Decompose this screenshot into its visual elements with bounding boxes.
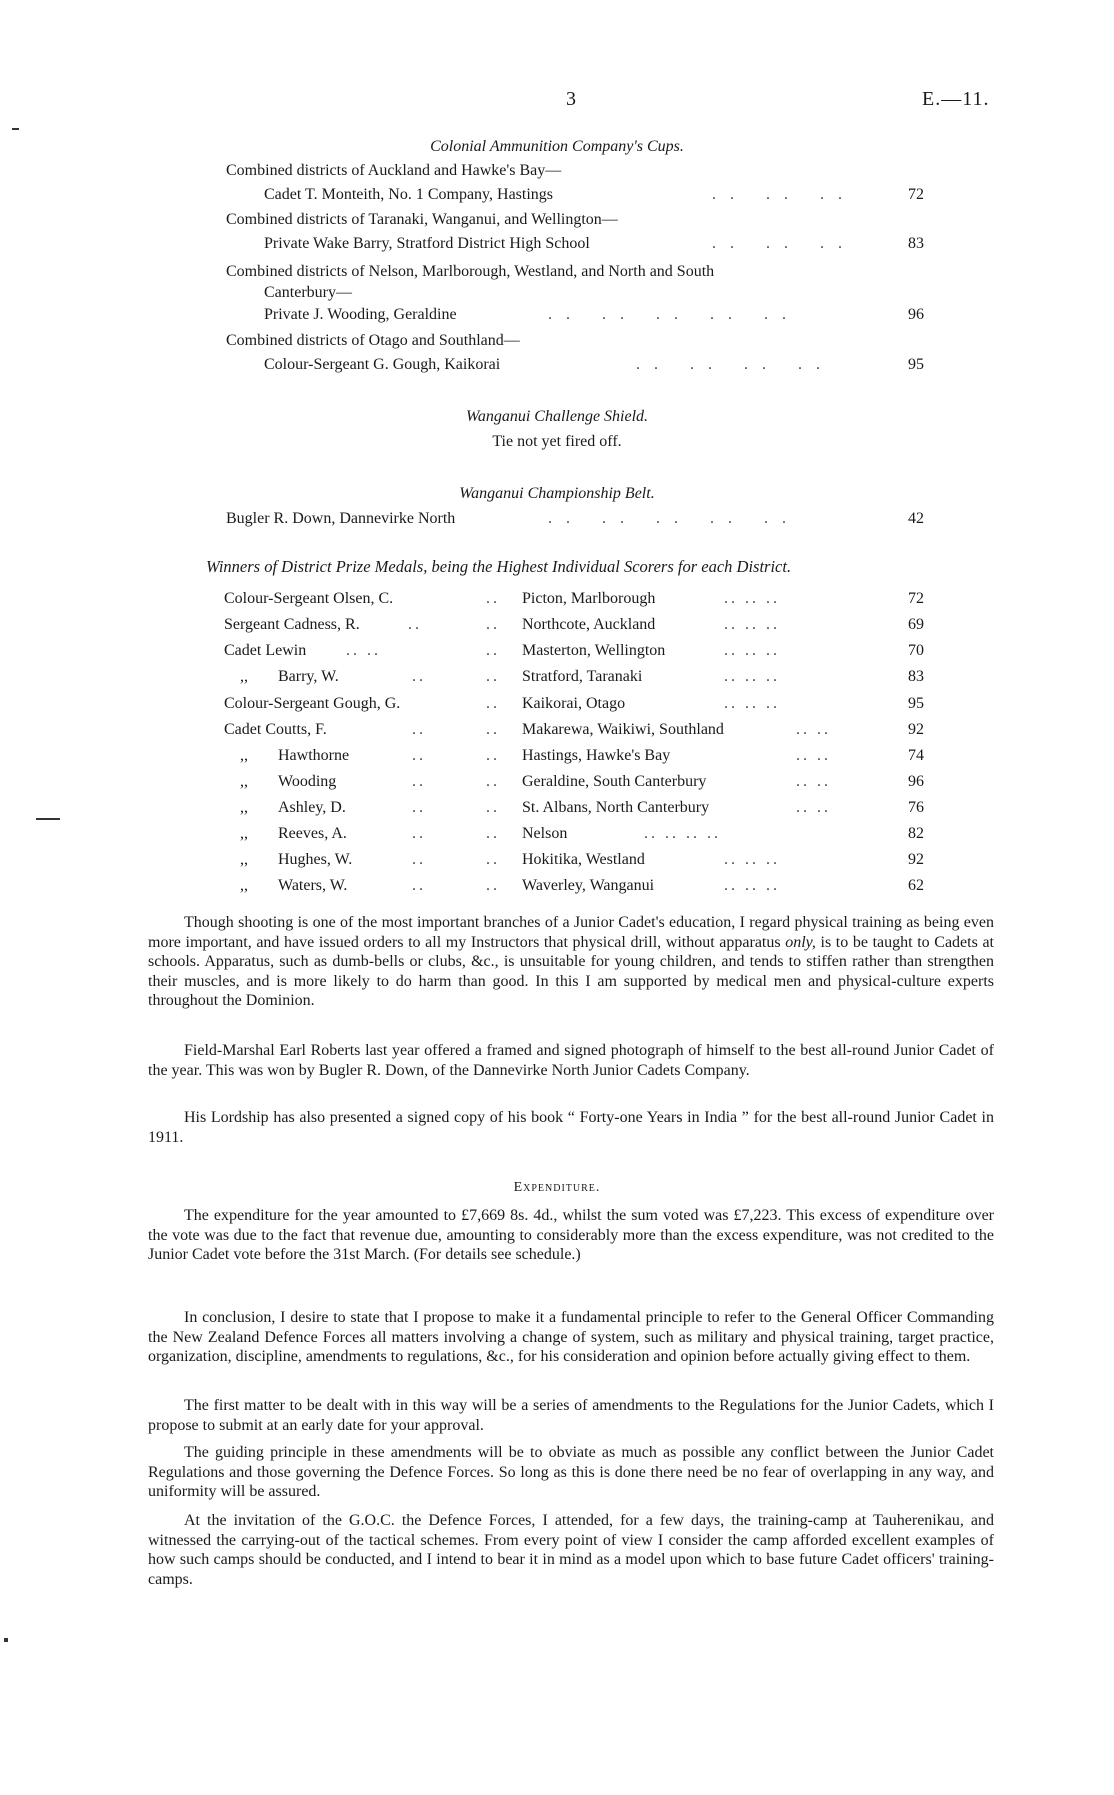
cups-score-1: 72 xyxy=(908,186,924,203)
dot-leader: .. xyxy=(486,747,500,764)
cups-winner-1: Cadet T. Monteith, No. 1 Company, Hastings xyxy=(264,186,554,203)
winner-name: Hawthorne xyxy=(278,747,350,764)
winner-name: Barry, W. xyxy=(278,668,339,685)
cups-district-1: Combined districts of Auckland and Hawke's Bay— xyxy=(226,162,562,179)
winner-score: 69 xyxy=(908,616,924,633)
winner-place: Northcote, Auckland xyxy=(522,616,656,633)
paragraph-text: Though shooting is one of the most important branches of a Junior Cadet's education, I regard physical training as being even more important, and have issued orders to all my Instructors that physical drill, without apparatus xyxy=(148,914,994,951)
dot-leader: .. xyxy=(486,590,500,607)
dot-leader: .. .. .. .. .. xyxy=(548,306,800,323)
dot-leader: .. .. .. xyxy=(724,642,780,659)
ditto-mark: ,, xyxy=(240,799,248,816)
cups-district-3: Combined districts of Nelson, Marlborough, Westland, and North and South xyxy=(226,263,715,280)
winner-place: Masterton, Wellington xyxy=(522,642,666,659)
cups-score-4: 95 xyxy=(908,356,924,373)
dot-leader: .. .. .. xyxy=(712,186,856,203)
dot-leader: .. .. .. .. xyxy=(644,825,721,842)
dot-leader: .. .. .. xyxy=(712,235,856,252)
dot-leader: .. xyxy=(412,851,426,868)
dot-leader: .. xyxy=(412,825,426,842)
dot-leader: .. .. xyxy=(796,799,831,816)
winner-place: Hastings, Hawke's Bay xyxy=(522,747,671,764)
dot-leader: .. xyxy=(486,825,500,842)
winner-place: Nelson xyxy=(522,825,568,842)
paragraph-amendments: The first matter to be dealt with in this way will be a series of amendments to the Regulations for the Junior Cadets, which I propose to submit at an early date for your approval. xyxy=(148,1397,994,1434)
winner-score: 74 xyxy=(908,747,924,764)
cups-winner-4: Colour-Sergeant G. Gough, Kaikorai xyxy=(264,356,501,373)
winner-place: Stratford, Taranaki xyxy=(522,668,643,685)
winner-name: Waters, W. xyxy=(278,877,348,894)
dot-leader: .. .. .. xyxy=(724,590,780,607)
winner-name: Wooding xyxy=(278,773,337,790)
winner-score: 76 xyxy=(908,799,924,816)
paragraph-physical-training xyxy=(148,913,994,1011)
winner-place: Kaikorai, Otago xyxy=(522,695,626,712)
expenditure-title: Expenditure. xyxy=(513,1180,601,1195)
dot-leader: .. .. .. xyxy=(724,877,780,894)
winner-place: Waverley, Wanganui xyxy=(522,877,655,894)
ditto-mark: ,, xyxy=(240,877,248,894)
cups-winner-2: Private Wake Barry, Stratford District High School xyxy=(264,235,590,252)
cups-title: Colonial Ammunition Company's Cups. xyxy=(430,138,684,155)
dot-leader: .. xyxy=(486,668,500,685)
paragraph-training-camp: At the invitation of the G.O.C. the Defence Forces, I attended, for a few days, the training-camp at Tauherenikau, and witnessed the carrying-out of the tactical schemes. From every point of view I consider the camp afforded excellent examples of how such camps should be conducted, and I intend to bear it in mind as a model upon which to base future Cadet officers' training-camps. xyxy=(148,1512,994,1588)
winner-score: 95 xyxy=(908,695,924,712)
winner-score: 70 xyxy=(908,642,924,659)
dot-leader: .. xyxy=(412,721,426,738)
winner-place: Makarewa, Waikiwi, Southland xyxy=(522,721,724,738)
dot-leader: .. .. xyxy=(796,747,831,764)
winner-place: Geraldine, South Canterbury xyxy=(522,773,707,790)
winner-score: 83 xyxy=(908,668,924,685)
dot-leader: .. .. .. xyxy=(724,668,780,685)
winner-name: Reeves, A. xyxy=(278,825,347,842)
dot-leader: .. xyxy=(408,616,422,633)
belt-title: Wanganui Championship Belt. xyxy=(459,485,655,502)
winner-name: Cadet Coutts, F. xyxy=(224,721,327,738)
dot-leader: .. xyxy=(412,668,426,685)
cups-district-2: Combined districts of Taranaki, Wanganui, and Wellington— xyxy=(226,211,618,228)
paragraph-guiding-principle: The guiding principle in these amendments will be to obviate as much as possible any conflict between the Junior Cadet Regulations and those governing the Defence Forces. So long as this is done there need be no fear of overlapping in any way, and uniformity will be assured. xyxy=(148,1444,994,1501)
dot-leader: .. .. .. .. .. xyxy=(548,510,800,527)
cups-score-2: 83 xyxy=(908,235,924,252)
emphasis-text: only, xyxy=(785,933,816,951)
dot-leader: .. xyxy=(412,877,426,894)
dot-leader: .. .. xyxy=(796,721,831,738)
paragraph-book: His Lordship has also presented a signed copy of his book “ Forty-one Years in India ” for the best all-round Junior Cadet in 1911. xyxy=(148,1109,994,1146)
dot-leader: .. xyxy=(486,773,500,790)
winner-score: 92 xyxy=(908,721,924,738)
ditto-mark: ,, xyxy=(240,747,248,764)
winner-place: Hokitika, Westland xyxy=(522,851,645,868)
winner-name: Ashley, D. xyxy=(278,799,346,816)
margin-mark xyxy=(12,128,19,130)
winner-score: 96 xyxy=(908,773,924,790)
winner-score: 72 xyxy=(908,590,924,607)
dot-leader: .. .. .. .. xyxy=(636,356,834,373)
belt-score: 42 xyxy=(908,510,924,527)
dot-leader: .. .. xyxy=(346,642,381,659)
margin-mark xyxy=(36,818,60,820)
dot-leader: .. xyxy=(412,799,426,816)
cups-winner-3: Private J. Wooding, Geraldine xyxy=(264,306,457,323)
paragraph-conclusion: In conclusion, I desire to state that I propose to make it a fundamental principle to refer to the General Officer Commanding the New Zealand Defence Forces all matters involving a change of system, such as military and physical training, target practice, organization, discipline, amendments to regulations, &c., for his consideration and opinion before actually giving effect to them. xyxy=(148,1309,994,1366)
ditto-mark: ,, xyxy=(240,668,248,685)
ditto-mark: ,, xyxy=(240,825,248,842)
cups-score-3: 96 xyxy=(908,306,924,323)
dot-leader: .. xyxy=(486,695,500,712)
winner-score: 82 xyxy=(908,825,924,842)
dot-leader: .. .. xyxy=(796,773,831,790)
dot-leader: .. xyxy=(486,851,500,868)
dot-leader: .. xyxy=(412,773,426,790)
dot-leader: .. .. .. xyxy=(724,616,780,633)
paragraph-earl-roberts: Field-Marshal Earl Roberts last year offered a framed and signed photograph of himself to the best all-round Junior Cadet of the year. This was won by Bugler R. Down, of the Dannevirke North Junior Cadets Company. xyxy=(148,1042,994,1079)
dot-leader: .. xyxy=(486,642,500,659)
belt-winner: Bugler R. Down, Dannevirke North xyxy=(226,510,456,527)
dot-leader: .. xyxy=(486,877,500,894)
winner-name: Cadet Lewin xyxy=(224,642,307,659)
winner-score: 92 xyxy=(908,851,924,868)
cups-district-3-cont: Canterbury— xyxy=(264,284,352,301)
dot-leader: .. .. .. xyxy=(724,695,780,712)
shield-text: Tie not yet fired off. xyxy=(492,433,622,450)
winner-name: Colour-Sergeant Olsen, C. xyxy=(224,590,394,607)
dot-leader: .. xyxy=(486,721,500,738)
winners-title: Winners of District Prize Medals, being the Highest Individual Scorers for each District. xyxy=(206,557,792,576)
winner-name: Sergeant Cadness, R. xyxy=(224,616,360,633)
paragraph-expenditure: The expenditure for the year amounted to £7,669 8s. 4d., whilst the sum voted was £7,223. This excess of expenditure over the vote was due to the fact that revenue due, amounting to considerably more than the excess expenditure, was not credited to the Junior Cadet vote before the 31st March. (For details see schedule.) xyxy=(148,1207,994,1264)
dot-leader: .. xyxy=(486,799,500,816)
winner-place: Picton, Marlborough xyxy=(522,590,656,607)
winner-score: 62 xyxy=(908,877,924,894)
dot-leader: .. .. .. xyxy=(724,851,780,868)
document-code: E.—11. xyxy=(922,88,990,110)
shield-title: Wanganui Challenge Shield. xyxy=(465,408,649,425)
margin-mark xyxy=(4,1638,8,1642)
ditto-mark: ,, xyxy=(240,851,248,868)
winner-place: St. Albans, North Canterbury xyxy=(522,799,710,816)
page-number: 3 xyxy=(566,88,576,110)
cups-district-4: Combined districts of Otago and Southland— xyxy=(226,332,520,349)
ditto-mark: ,, xyxy=(240,773,248,790)
winner-name: Colour-Sergeant Gough, G. xyxy=(224,695,401,712)
paragraph-text: is to be taught to Cadets at schools. Apparatus, such as dumb-bells or clubs, &c., is unsuitable for young children, and tends to stiffen rather than strengthen their muscles, and is more likely to do harm than good. In this I am supported by medical men and physical-culture experts throughout the Dominion. xyxy=(148,933,995,1010)
dot-leader: .. xyxy=(412,747,426,764)
winner-name: Hughes, W. xyxy=(278,851,353,868)
dot-leader: .. xyxy=(486,616,500,633)
